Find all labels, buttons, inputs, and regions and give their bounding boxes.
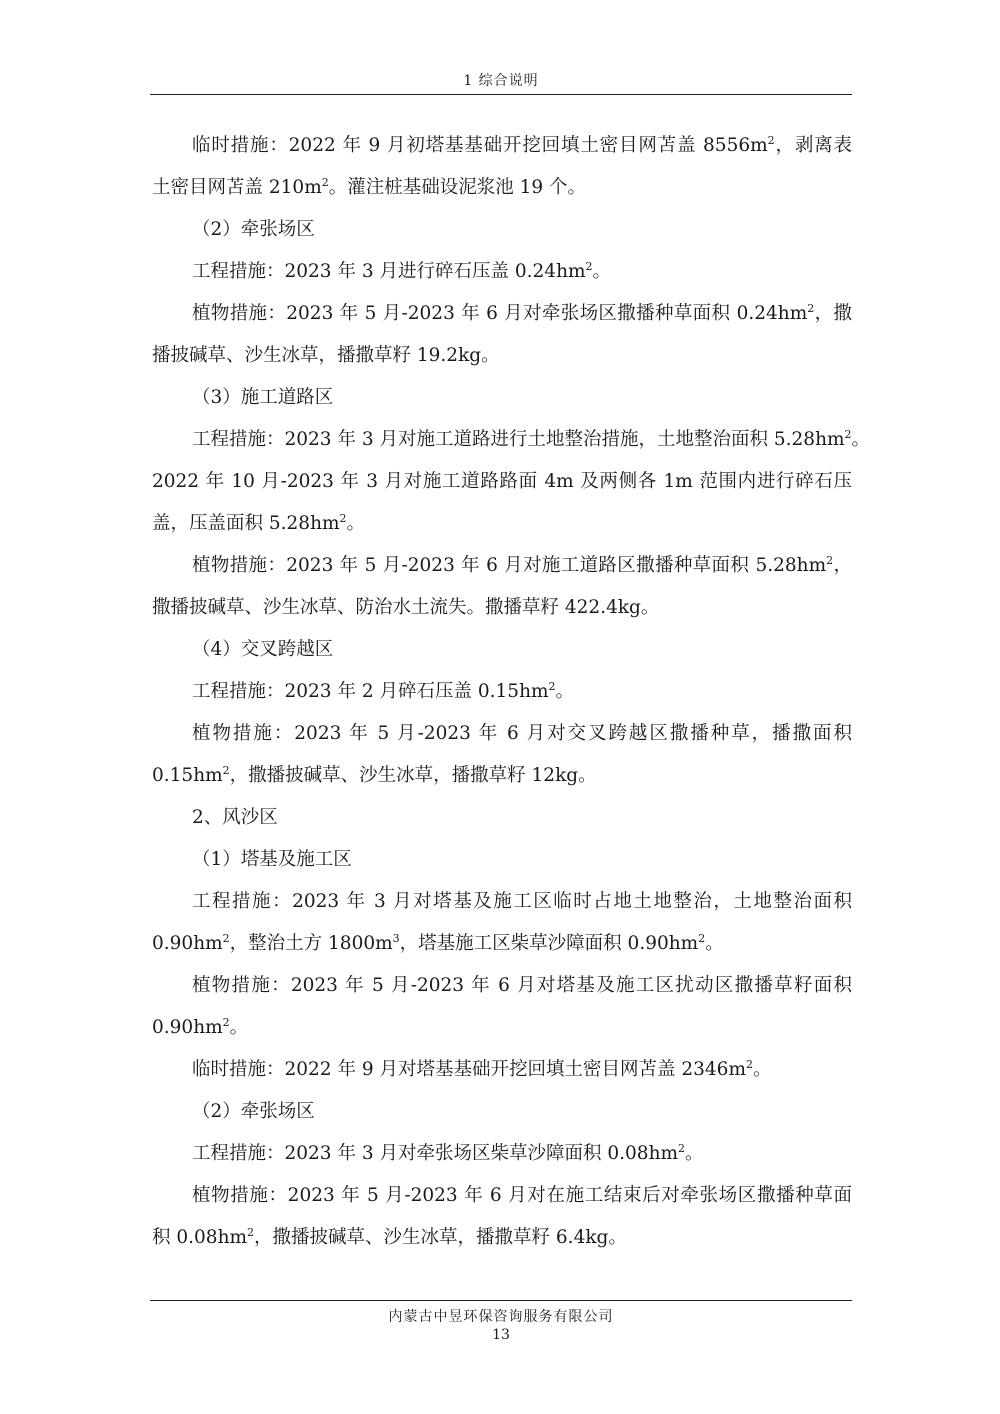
footer-rule [150,1300,852,1301]
text-line: （4）交叉跨越区 [192,639,334,660]
text-line: 播披碱草、沙生冰草，播撒草籽 19.2kg。 [152,345,500,366]
text-line: 2022 年 10 月-2023 年 3 月对施工道路路面 4m 及两侧各 1m 范围内进行碎石压 [152,471,852,492]
running-header: 1 综合说明 [463,73,539,89]
text-line: $0.15hm^2$，撒播披碱草、沙生冰草，播撒草籽 12kg。 [152,763,597,786]
text-line: 撒播披碱草、沙生冰草、防治水土流失。撒播草籽 422.4kg。 [152,597,660,618]
text-line: 植物措施：2023 年 5 月-2023 年 6 月对施工道路区撒播种草面积 $5.28hm^2$， [192,553,852,576]
text-line: 盖，压盖面积 $5.28hm^2$。 [152,511,366,534]
document-body [152,128,871,1262]
text-line: （3）施工道路区 [192,387,334,408]
text-line: 2、风沙区 [192,807,278,828]
text-line: 工程措施：2023 年 3 月对牵张场区柴草沙障面积 $0.08hm^2$。 [192,1141,704,1164]
text-line: （1）塔基及施工区 [192,849,352,870]
text-line: 工程措施：2023 年 3 月对施工道路进行土地整治措施，土地整治面积 $5.28hm^2$。 [192,427,871,450]
text-line: $0.90hm^2$。 [152,1015,249,1038]
text-line: 植物措施：2023 年 5 月-2023 年 6 月对在施工结束后对牵张场区撒播种草面 [192,1185,852,1206]
text-line: $0.90hm^2$，整治土方 $1800m^3$，塔基施工区柴草沙障面积 $0.90hm^2$。 [152,931,724,954]
footer-company-name: 内蒙古中昱环保咨询服务有限公司 [388,1309,614,1325]
text-line: 工程措施：2023 年 2 月碎石压盖 $0.15hm^2$。 [192,679,575,702]
header-rule [150,94,852,95]
text-line: 土密目网苫盖 $210m^2$。灌注桩基础设泥浆池 19 个。 [152,175,587,198]
text-line: 植物措施：2023 年 5 月-2023 年 6 月对交叉跨越区撒播种草，播撒面积 [192,723,852,744]
text-line: 工程措施：2023 年 3 月对塔基及施工区临时占地土地整治，土地整治面积 [192,891,852,912]
text-line: 临时措施：2022 年 9 月对塔基基础开挖回填土密目网苫盖 $2346m^2$。 [192,1057,772,1080]
page-number: 13 [492,1327,510,1343]
text-line: 临时措施：2022 年 9 月初塔基基础开挖回填土密目网苫盖 $8556m^2$，剥离表 [192,133,852,156]
text-line: （2）牵张场区 [192,219,315,240]
text-line: 植物措施：2023 年 5 月-2023 年 6 月对牵张场区撒播种草面积 $0.24hm^2$，撒 [192,301,852,324]
text-line: 积 $0.08hm^2$，撒播披碱草、沙生冰草，播撒草籽 6.4kg。 [152,1225,627,1248]
text-line: 植物措施：2023 年 5 月-2023 年 6 月对塔基及施工区扰动区撒播草籽面积 [192,975,852,996]
text-line: 工程措施：2023 年 3 月进行碎石压盖 $0.24hm^2$。 [192,259,612,282]
text-line: （2）牵张场区 [192,1101,315,1122]
